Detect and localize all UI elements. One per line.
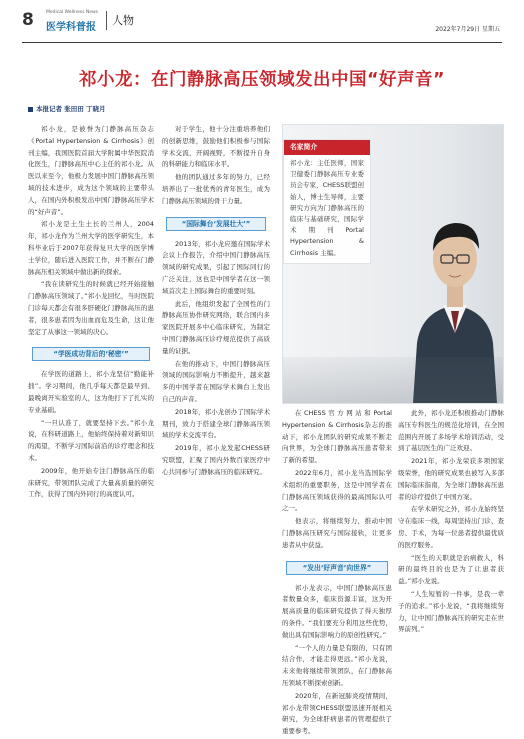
caption-body: 祁小龙：主任医师，国家卫健委门静脉高压专业委员会专家，CHESS联盟创始人，博士生导师，主要研究方向为门静脉高压的临床与基础研究，国际学术期刊Portal Hypertension & Cirrhosis 主编。 (290, 159, 364, 257)
paragraph: 2021年，祁小龙荣获多项国家级荣誉，他的研究成果也被写入多部国际临床指南，为全球门静脉高压患者的诊疗提供了中国方案。 (398, 457, 504, 501)
article-title: 祁小龙：在门静脉高压领域发出中国“好声音” (78, 70, 445, 90)
paragraph: “人生短暂的一件事，是我一辈子的追求。”祁小龙说，“我将继续努力，让中国门静脉高压的研究走在世界前列。” (398, 589, 504, 634)
newspaper-logo: 医学科普报 (46, 22, 96, 33)
paragraph: 2018年，祁小龙创办了国际学术期刊，致力于搭建全球门静脉高压领域的学术交流平台。 (162, 407, 270, 440)
paragraph: 对于学生，他十分注重培养他们的创新思维，鼓励他们积极参与国际学术交流，开阔视野，不断提升自身的科研能力和临床水平。 (162, 125, 270, 169)
paragraph: 在学医的道路上，祁小龙坚信“勤能补拙”。学习期间，他几乎每天都是最早到、最晚离开实验室的人，这为他打下了扎实的专业基础。 (28, 370, 154, 414)
paragraph: 祁小龙表示，中国门静脉高压患者数量众多，临床资源丰富，这为开展高质量的临床研究提供了得天独厚的条件。“我们要充分利用这些优势，做出具有国际影响力的原创性研究。” (282, 583, 392, 639)
photo-caption (283, 139, 371, 264)
byline-marker (28, 107, 33, 112)
issue-date: 2022年7月29日 星期五 (435, 26, 500, 33)
caption-heading: 名家简介 (284, 140, 370, 155)
page-number: 8 (22, 10, 34, 30)
paragraph: 他的团队通过多年的努力，已经培养出了一批优秀的青年医生，成为门静脉高压领域的骨干力量。 (162, 173, 270, 205)
paragraph: 祁小龙是土生土长的兰州人，2004年，祁小龙作为兰州大学的医学研究生，本科毕业后于2007年获得复旦大学的医学博士学位，随后进入医院工作，并不断在门静脉高压相关领域中做出新的探索。 (28, 220, 154, 276)
column-2 (162, 124, 270, 480)
newspaper-logo-english: Medical Wellness News (46, 10, 99, 15)
paragraph: “一旦认准了，就要坚持下去。”祁小龙说，在科研道路上，他始终保持着对新知识的渴望，不断学习国际前沿的诊疗理念和技术。 (28, 418, 154, 462)
paragraph: 在他的推动下，中国门静脉高压领域的国际影响力不断提升，越来越多的中国学者在国际学术舞台上发出自己的声音。 (162, 359, 270, 403)
subheading-1: “学医成功背后的‘秘密’” (32, 347, 150, 361)
paragraph: 2022年6月，祁小龙当选国际学术组织的重要职务，这是中国学者在门静脉高压领域获得的最高国际认可之一。 (282, 468, 392, 513)
subheading-2: “国际舞台‘发展壮大’” (166, 217, 266, 231)
paragraph: 此外，祁小龙还积极推动门静脉高压专科医生的规范化培训，在全国范围内开展了多场学术培训活动，受到了基层医生的广泛欢迎。 (398, 409, 504, 453)
column-1 (28, 124, 154, 502)
section-label: 人物 (106, 11, 134, 30)
column-4 (398, 408, 504, 637)
paragraph: “一个人的力量是有限的，只有团结合作，才能走得更远。”祁小龙说，未来他将继续带领团队，在门静脉高压领域不断探索创新。 (282, 643, 392, 687)
header-rule (22, 42, 502, 43)
paragraph: 2013年，祁小龙应邀在国际学术会议上作报告，介绍中国门静脉高压领域的研究成果，引起了国际同行的广泛关注，这也是中国学者在这一领域首次走上国际舞台的重要时刻。 (162, 239, 270, 295)
paragraph: 在学术研究之外，祁小龙始终坚守在临床一线，每周坚持出门诊、查房、手术，为每一位患者提供最优质的医疗服务。 (398, 505, 504, 549)
paragraph: “我在读研究生的时候就已经开始接触门静脉高压领域了。”祁小龙回忆，当时医院门诊每天都会有很多肝硬化门静脉高压的患者，很多患者因为出血而危及生命，这让他坚定了从事这一领域的决心。 (28, 280, 154, 336)
paragraph: 此后，他组织发起了全国性的门静脉高压协作研究网络，联合国内多家医院开展多中心临床研究，为制定中国门静脉高压诊疗规范提供了高质量的证据。 (162, 299, 270, 355)
paragraph: 在CHESS官方网站和Portal Hypertension & Cirrhosis杂志的推动下，祁小龙团队的研究成果不断走向世界，为全球门静脉高压患者带来了新的希望。 (282, 409, 392, 465)
page-header (0, 0, 524, 42)
byline-text: 本报记者 张田田 丁晓月 (36, 105, 106, 113)
paragraph: 2019年，祁小龙发起CHESS研究联盟，汇聚了国内外数百家医疗中心共同参与门静脉高压的临床研究。 (162, 444, 270, 476)
paragraph: “医生的天职就是治病救人，科研的最终目的也是为了让患者获益。”祁小龙说。 (398, 553, 504, 586)
paragraph: 祁小龙，是被誉为门静脉高压杂志《Portal Hypertension & Cirrhosis》创刊主编，我国医院首届大学附属中华医院消化医生，门静脉高压中心主任的祁小龙。从医以来至今，他极力发展中国门静脉高压领域的技术进步，成为这个领域的主要带头人，在国内外积极发出中国门静脉高压学术的“好声音”。 (28, 125, 154, 216)
column-3 (282, 408, 392, 739)
photo-shadow (283, 357, 503, 403)
portrait-photo (282, 124, 504, 404)
byline (28, 104, 106, 113)
subheading-3: “发出‘好声音’向世界” (286, 561, 388, 575)
paragraph: 2009年，他开始专注门静脉高压的临床研究，带领团队完成了大量高质量的研究工作，获得了国内外同行的高度认可。 (28, 466, 154, 499)
paragraph: 他表示，将继续努力，推动中国门静脉高压研究与国际接轨，让更多患者从中获益。 (282, 517, 392, 549)
paragraph: 2020年，在新冠肺炎疫情期间，祁小龙带领CHESS联盟迅速开展相关研究，为全球肝病患者的管理提供了重要参考。 (282, 691, 392, 736)
